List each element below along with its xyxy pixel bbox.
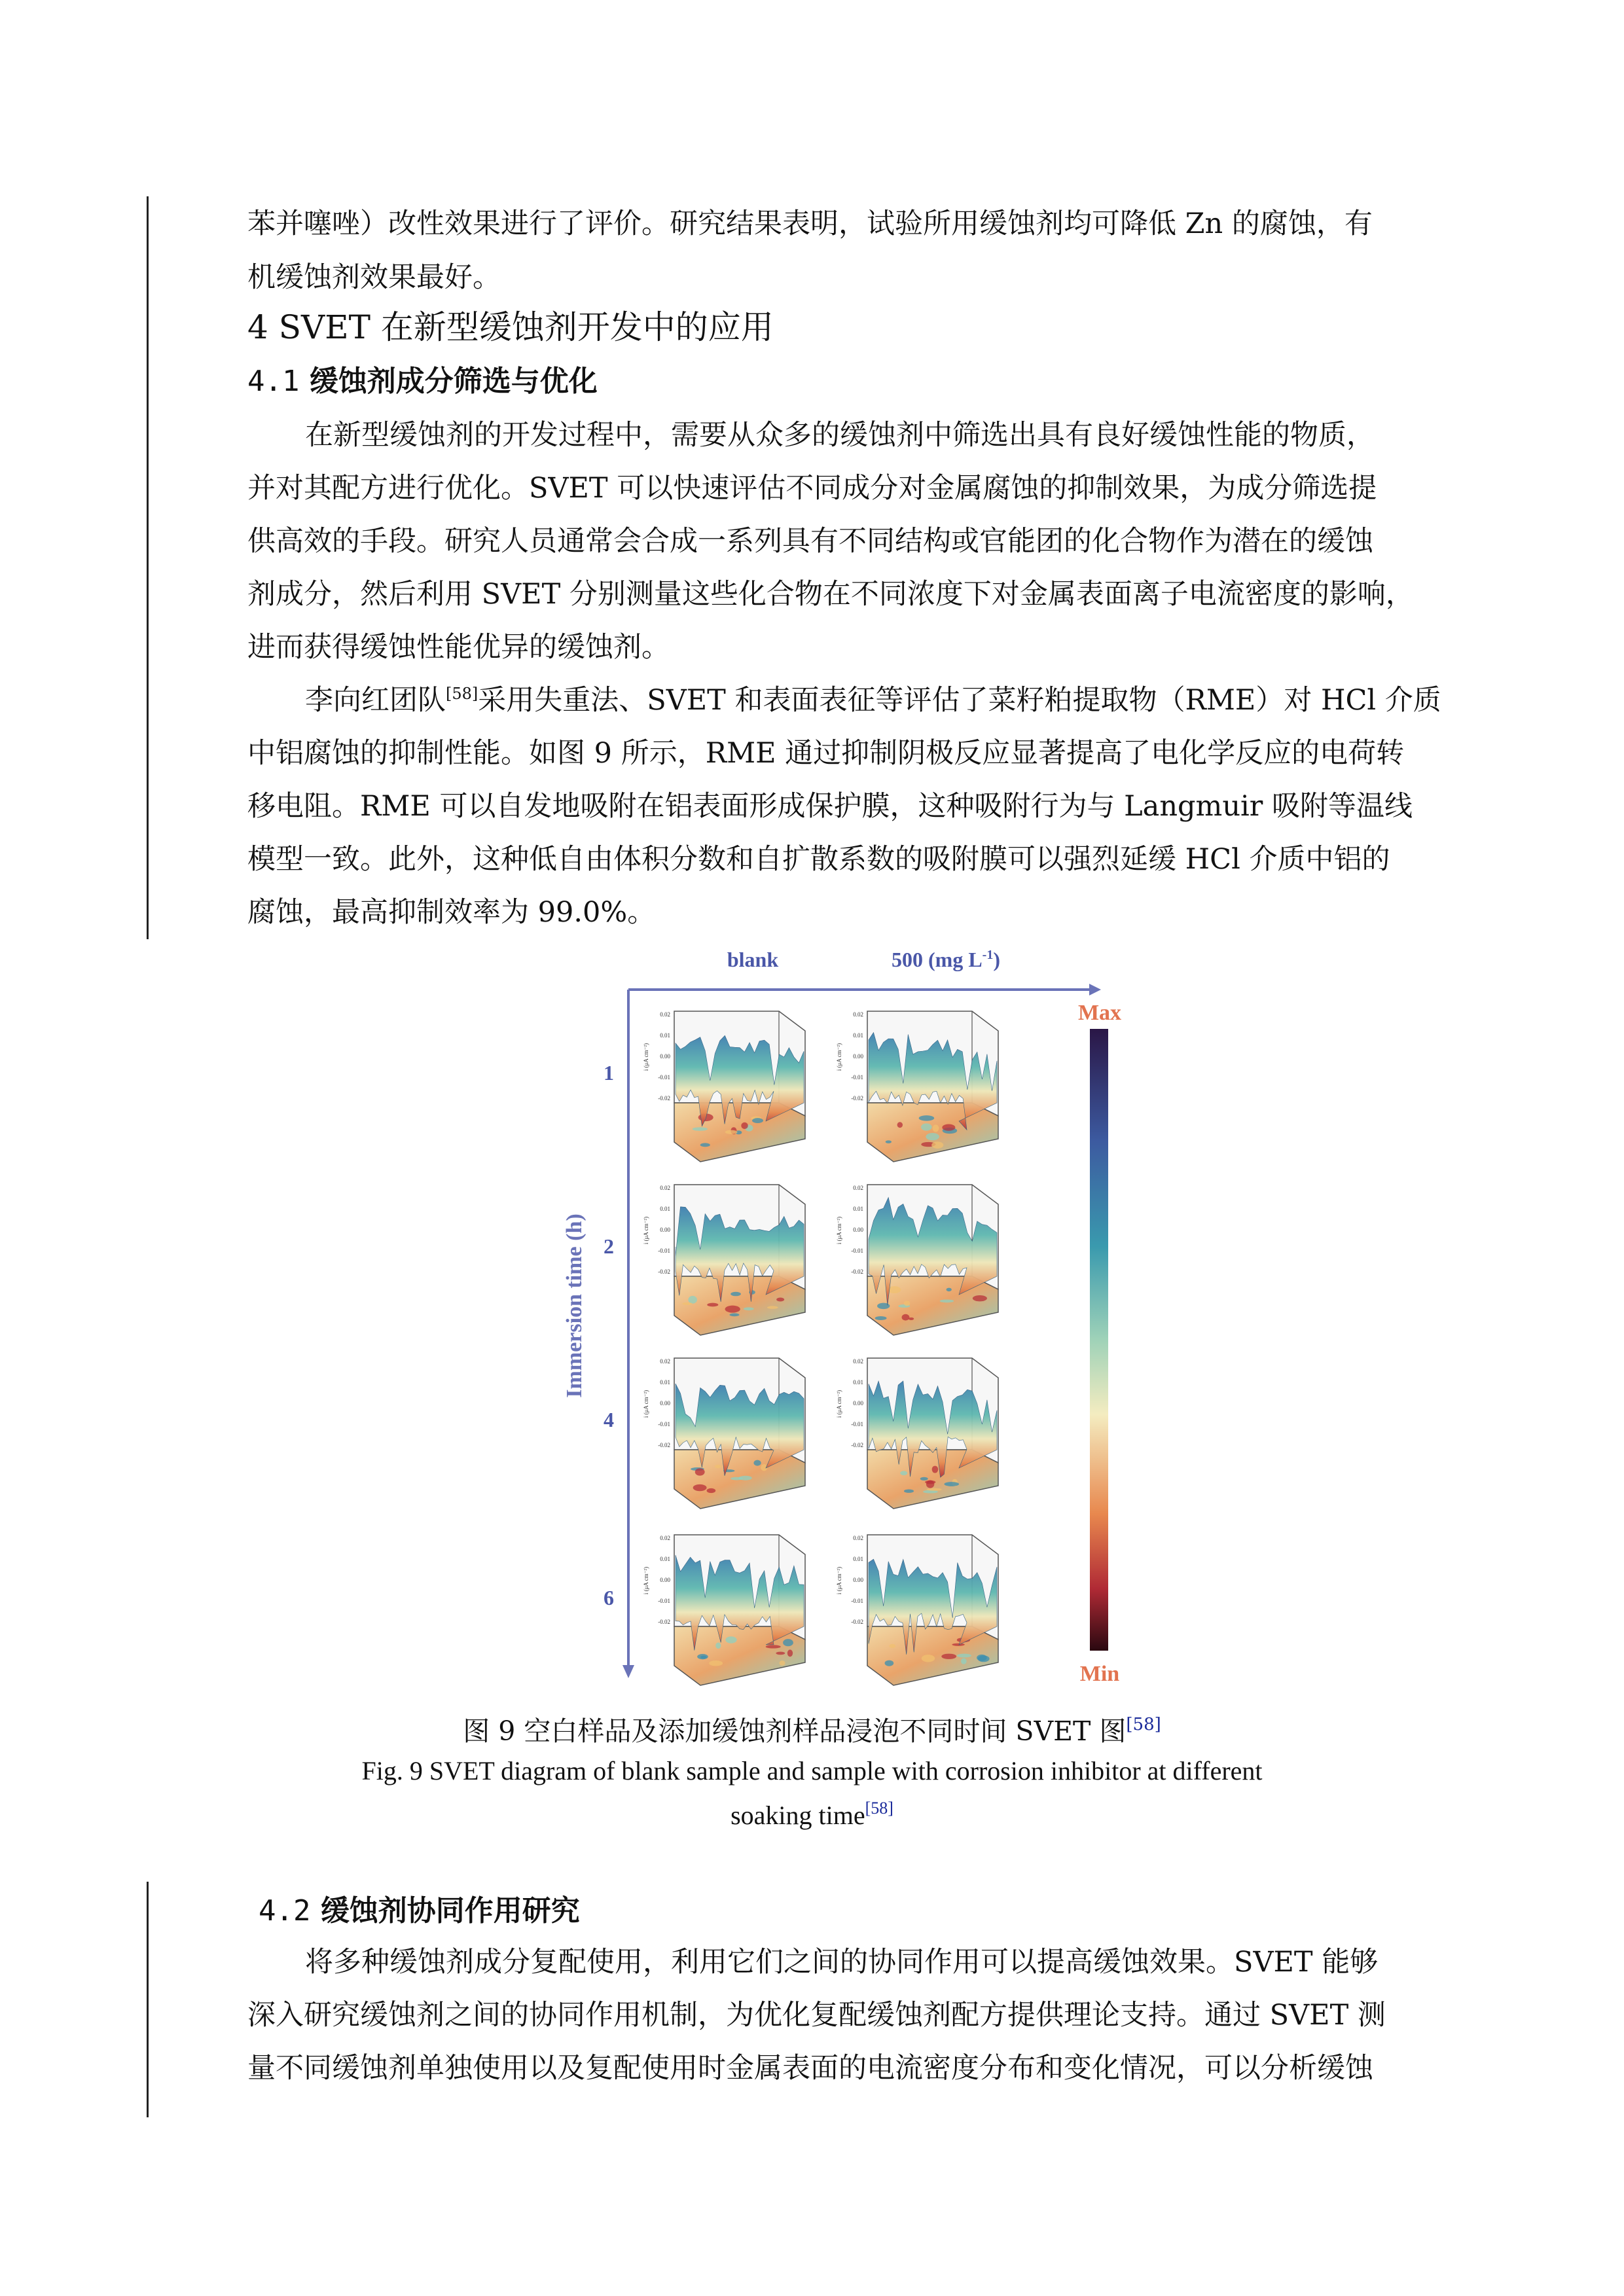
z-axis-label: i (μA cm⁻²) [643,1566,649,1595]
floor-spot [700,1656,707,1659]
para1-line4: 剂成分，然后利用 SVET 分别测量这些化合物在不同浓度下对金属表面离子电流密度的影响， [247,578,1414,611]
z-tick-label: -0.02 [851,1619,863,1625]
revision-bar-bottom [147,1882,149,2117]
para1-line5: 进而获得缓蚀性能优异的缓蚀剂。 [247,631,670,664]
z-tick-label: -0.02 [658,1268,670,1275]
svet-panel [836,1185,998,1335]
floor-spot [877,1303,890,1310]
floor-spot [709,1660,723,1666]
z-tick-label: 0.01 [853,1032,863,1039]
floor-spot [941,1654,956,1659]
floor-spot [902,1314,910,1321]
svet-panel [836,1011,998,1162]
floor-spot [766,1645,781,1648]
z-tick-label: -0.01 [851,1598,863,1604]
floor-spot [973,1295,987,1301]
section-4-2-heading [259,1892,1398,1931]
y-axis-label: Immersion time (h) [562,1213,586,1398]
z-tick-label: -0.01 [658,1421,670,1427]
floor-spot [776,1652,785,1655]
svet-panel [836,1535,998,1685]
floor-spot [889,1644,895,1648]
z-axis-label: i (μA cm⁻²) [836,1216,842,1245]
caption-en-text1: Fig. 9 SVET diagram of blank sample and sample with corrosion inhibitor at different [361,1756,1263,1785]
column-header-500-exp: -1 [982,948,994,962]
floor-spot [875,1316,887,1320]
row-label-6: 6 [604,1586,614,1609]
floor-spot [741,1122,748,1129]
z-tick-label: 0.00 [660,1053,670,1060]
floor-spot [926,1133,939,1140]
floor-spot [767,1306,778,1308]
z-axis-label: i (μA cm⁻²) [836,1390,842,1418]
floor-spot [947,1288,952,1291]
floor-spot [739,1476,752,1480]
floor-spot [932,1466,939,1473]
column-header-blank: blank [727,948,779,971]
z-axis-label: i (μA cm⁻²) [836,1566,842,1595]
floor-spot [919,1115,935,1121]
colorbar-max-label: Max [1077,1001,1122,1025]
para1-line3: 供高效的手段。研究人员通常会合成一系列具有不同结构或官能团的化合物作为潜在的缓蚀 [247,525,1373,558]
floor-spot [707,1303,718,1307]
floor-spot [952,1643,964,1646]
column-header-500 [892,948,1000,971]
paragraph-continued-line1: 苯并噻唑）改性效果进行了评价。研究结果表明，试验所用缓蚀剂均可降低 Zn 的腐蚀，有 [247,207,1373,240]
column-header-500-close: ) [993,948,1000,971]
z-tick-label: -0.01 [851,1247,863,1254]
floor-spot [779,1660,785,1666]
caption-en-text2: soaking time [731,1801,865,1830]
para1-line1: 在新型缓蚀剂的开发过程中，需要从众多的缓蚀剂中筛选出具有良好缓蚀性能的物质， [305,419,1375,452]
colorbar-min-label: Min [1079,1662,1120,1686]
z-tick-label: 0.01 [853,1379,863,1386]
para3-line1: 将多种缓蚀剂成分复配使用，利用它们之间的协同作用可以提高缓蚀效果。SVET 能够 [305,1946,1379,1979]
floor-spot [688,1296,697,1304]
section-4-1-heading [247,362,1386,401]
floor-spot [978,1655,990,1662]
z-tick-label: -0.02 [658,1619,670,1625]
caption-cn-text: 图 9 空白样品及添加缓蚀剂样品浸泡不同时间 SVET 图 [463,1715,1127,1747]
floor-spot [744,1307,754,1310]
floor-spot [921,1123,932,1130]
floor-spot [731,1292,741,1296]
para2-text-b: 采用失重法、SVET 和表面表征等评估了菜籽粕提取物（RME）对 HCl 介质 [478,684,1441,717]
floor-spot [753,1460,761,1466]
z-axis-label: i (μA cm⁻²) [643,1390,649,1418]
para2-line3: 移电阻。RME 可以自发地吸附在铝表面形成保护膜，这种吸附行为与 Langmuir 吸附等温线 [247,790,1413,823]
z-tick-label: 0.02 [660,1535,670,1541]
paragraph-continued-line2: 机缓蚀剂效果最好。 [247,261,501,294]
svet-panel [643,1185,805,1335]
left-axis-arrow [623,1665,634,1678]
z-tick-label: 0.02 [660,1358,670,1365]
z-axis-label: i (μA cm⁻²) [643,1216,649,1245]
floor-spot [926,1488,941,1491]
z-tick-label: 0.00 [660,1400,670,1407]
floor-spot [922,1655,935,1662]
z-tick-label: 0.01 [853,1206,863,1212]
row-label-4: 4 [604,1408,614,1431]
floor-spot [693,1484,707,1491]
para1-line2: 并对其配方进行优化。SVET 可以快速评估不同成分对金属腐蚀的抑制效果，为成分筛选提 [247,472,1377,505]
top-axis-arrow [1089,984,1101,996]
z-tick-label: 0.00 [660,1227,670,1233]
floor-spot [752,1118,763,1123]
para2-line5: 腐蚀，最高抑制效率为 99.0%。 [247,896,656,929]
z-tick-label: 0.00 [853,1577,863,1583]
colorbar [1090,1029,1108,1651]
z-tick-label: 0.00 [853,1400,863,1407]
z-tick-label: -0.02 [851,1268,863,1275]
floor-spot [940,1299,954,1302]
z-tick-label: -0.01 [658,1598,670,1604]
floor-spot [925,1480,935,1484]
floor-spot [725,1306,740,1313]
para3-line3: 量不同缓蚀剂单独使用以及复配使用时金属表面的电流密度分布和变化情况，可以分析缓蚀 [247,2052,1373,2085]
figure-caption-en-line2 [0,1800,1624,1831]
z-tick-label: 0.01 [660,1556,670,1562]
row-label-1: 1 [604,1061,614,1085]
z-tick-label: 0.02 [853,1535,863,1541]
caption-en-ref[interactable]: [58] [865,1799,893,1818]
z-tick-label: 0.01 [853,1556,863,1562]
z-tick-label: -0.01 [658,1247,670,1254]
floor-spot [886,1140,892,1143]
svet-figure [543,942,1159,1695]
z-tick-label: 0.02 [660,1185,670,1191]
z-tick-label: -0.01 [658,1074,670,1081]
floor-spot [715,1465,721,1468]
z-tick-label: -0.02 [851,1095,863,1102]
section-number: 4.2 [259,1894,311,1928]
z-axis-label: i (μA cm⁻²) [836,1043,842,1071]
floor-spot [693,1127,708,1131]
floor-spot [725,1130,738,1134]
floor-spot [920,1477,928,1480]
z-tick-label: -0.01 [851,1421,863,1427]
floor-spot [787,1649,793,1657]
z-tick-label: 0.00 [853,1053,863,1060]
floor-spot [695,1468,705,1475]
svet-panel [643,1535,805,1685]
floor-spot [900,1471,907,1475]
section-title: 缓蚀剂协同作用研究 [320,1894,580,1928]
para2-line2: 中铝腐蚀的抑制性能。如图 9 所示，RME 通过抑制阴极反应显著提高了电化学反应的电荷转 [247,737,1405,770]
floor-spot [885,1660,894,1666]
z-tick-label: 0.01 [660,1032,670,1039]
floor-spot [909,1318,914,1320]
z-tick-label: -0.02 [658,1095,670,1102]
floor-spot [904,1490,914,1493]
column-header-500-text: 500 (mg L [892,948,983,971]
floor-spot [957,1654,971,1658]
citation-ref[interactable]: [58] [446,685,478,703]
z-tick-label: 0.02 [853,1358,863,1365]
z-tick-label: 0.02 [853,1011,863,1018]
floor-spot [729,1314,739,1317]
floor-spot [725,1636,736,1643]
caption-cn-ref[interactable]: [58] [1126,1715,1161,1734]
floor-spot [776,1298,784,1302]
floor-spot [783,1639,793,1646]
floor-spot [682,1302,692,1305]
floor-spot [931,1141,943,1149]
z-tick-label: 0.01 [660,1379,670,1386]
floor-spot [700,1143,710,1147]
floor-spot [942,1124,955,1130]
section-number: 4.1 [247,365,300,398]
z-axis-label: i (μA cm⁻²) [643,1043,649,1071]
section-4-heading: 4 SVET 在新型缓蚀剂开发中的应用 [247,308,774,346]
para2-line4: 模型一致。此外，这种低自由体积分数和自扩散系数的吸附膜可以强烈延缓 HCl 介质中铝的 [247,843,1390,876]
row-label-2: 2 [604,1234,614,1258]
floor-spot [707,1488,716,1493]
floor-spot [933,1124,939,1132]
para2-text-a: 李向红团队 [305,684,446,717]
z-tick-label: -0.02 [658,1442,670,1448]
floor-spot [961,1659,967,1664]
z-tick-label: 0.00 [660,1577,670,1583]
z-tick-label: 0.02 [660,1011,670,1018]
svet-panel [836,1358,998,1509]
figure-caption-cn [0,1710,1624,1748]
floor-spot [904,1300,910,1306]
z-tick-label: 0.00 [853,1227,863,1233]
z-tick-label: 0.02 [853,1185,863,1191]
svet-panel [643,1358,805,1509]
svet-panel [643,1011,805,1162]
floor-spot [897,1122,903,1128]
figure-caption-en-line1 [0,1755,1624,1786]
floor-spot [715,1643,721,1649]
z-tick-label: -0.02 [851,1442,863,1448]
z-tick-label: 0.01 [660,1206,670,1212]
floor-spot [944,1482,959,1486]
section-title: 缓蚀剂成分筛选与优化 [309,365,598,398]
para3-line2: 深入研究缓蚀剂之间的协同作用机制，为优化复配缓蚀剂配方提供理论支持。通过 SVET 测 [247,1999,1386,2032]
z-tick-label: -0.01 [851,1074,863,1081]
para2-line1 [305,681,1444,720]
revision-bar-top [147,196,149,939]
